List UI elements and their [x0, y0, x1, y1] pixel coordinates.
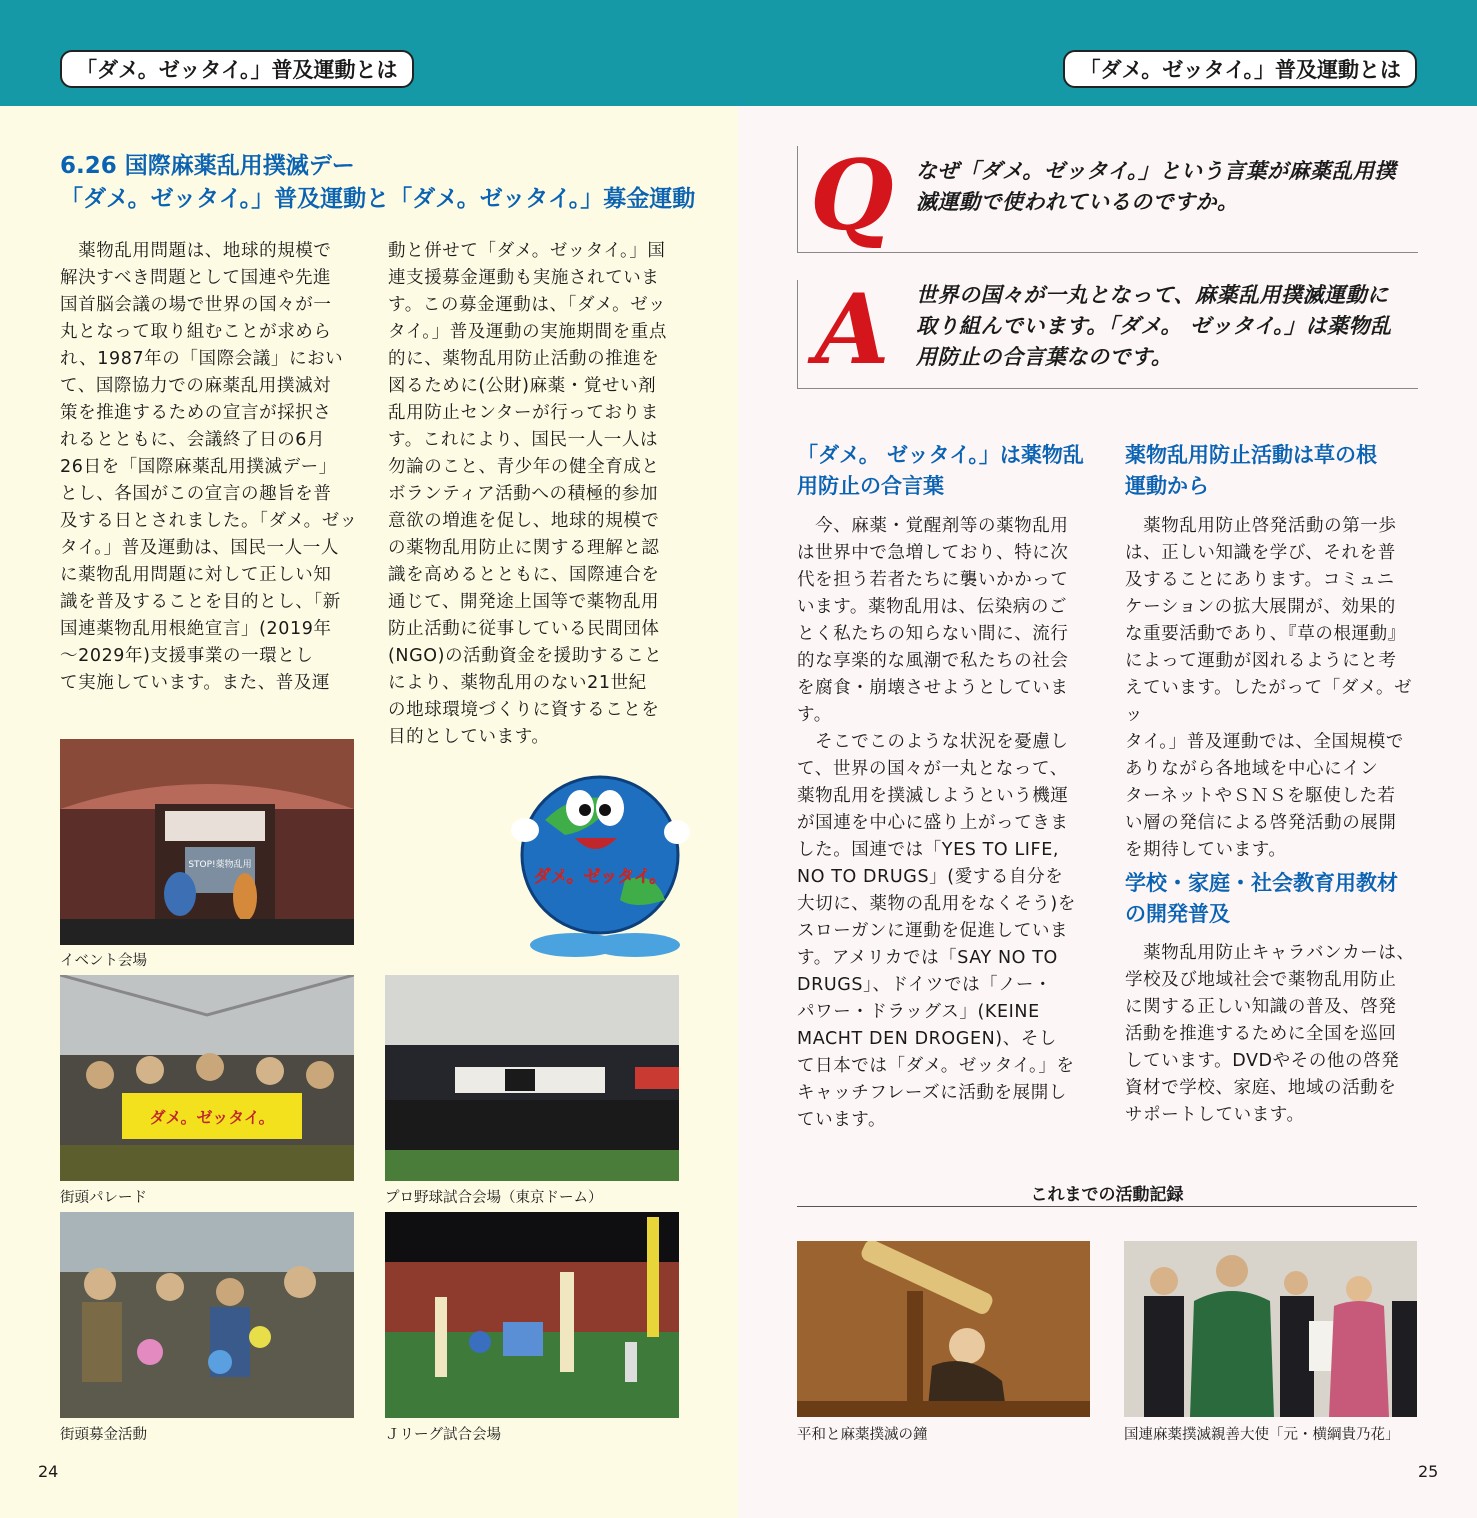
section-title-materials: 学校・家庭・社会教育用教材 の開発普及 [1125, 871, 1398, 926]
baseball-stadium-photo [385, 975, 679, 1181]
section-title-slogan: 「ダメ。 ゼッタイ。」は薬物乱 用防止の合言葉 [797, 443, 1084, 498]
peace-bell-caption: 平和と麻薬撲滅の鐘 [797, 1427, 928, 1443]
question-letter: Q [810, 139, 894, 252]
street-parade-photo [60, 975, 354, 1181]
page-number-left: 24 [38, 1462, 59, 1481]
goodwill-ambassador-photo [1124, 1241, 1417, 1417]
intro-column-1: 薬物乱用問題は、地球的規模で 解決すべき問題として国連や先進 国首脳会議の場で世界の国々が一 丸となって取り組むことが求めら れ、1987年の「国際会議」におい て、国際協力での麻薬乱用撲滅対 策を推進するための宣言が採択さ れるとともに、会議終了日の6月 26日を「国際麻薬乱用撲滅デー」 とし、各国がこの宣言の趣旨を普 及する日とされました。「ダメ。ゼッ タイ。」普及運動は、国民一人一人 に薬物乱用問題に対して正しい知 識を普及することを目的とし、「新 国連薬物乱用根絶宣言」(2019年 〜2029年)支援事業の一環とし て実施しています。また、普及運 [60, 241, 358, 693]
parade-banner-text: ダメ。ゼッタイ。 [149, 1108, 275, 1127]
header-label-left: 「ダメ。ゼッタイ。」普及運動とは [60, 50, 414, 88]
baseball-stadium-caption: プロ野球試合会場（東京ドーム） [385, 1190, 603, 1206]
mascot-illustration [505, 760, 690, 960]
jleague-stadium-photo [385, 1212, 679, 1418]
street-fundraising-photo [60, 1212, 354, 1418]
section-body-grassroots: 薬物乱用防止啓発活動の第一歩 は、正しい知識を学び、それを普 及することにあります。コミュニ ケーションの拡大展開が、効果的 な重要活動であり、『草の根運動』 によって運動が図れるようにと考 えています。したがって「ダメ。ゼッ タイ。」普及運動では、全国規模で ありながら各地域を中心にイン ターネットやＳＮＳを駆使した若 い層の発信による啓発活動の展開 を期待しています。 [1125, 516, 1413, 860]
street-parade-caption: 街頭パレード [60, 1190, 147, 1206]
event-venue-photo [60, 739, 354, 945]
mascot-slogan: ダメ。ゼッタイ。 [533, 867, 667, 887]
records-divider [797, 1206, 1417, 1207]
page-number-right: 25 [1418, 1462, 1439, 1481]
street-fundraising-caption: 街頭募金活動 [60, 1427, 147, 1443]
event-screen-text: STOP!薬物乱用 [188, 860, 252, 870]
goodwill-ambassador-caption: 国連麻薬撲滅親善大使「元・横綱貴乃花」 [1124, 1427, 1400, 1443]
event-venue-caption: イベント会場 [60, 953, 147, 969]
peace-bell-photo [797, 1241, 1090, 1417]
section-title-grassroots: 薬物乱用防止活動は草の根 運動から [1125, 443, 1377, 498]
answer-letter: A [815, 273, 890, 386]
answer-text: 世界の国々が一丸となって、麻薬乱用撲滅運動に 取り組んでいます。「ダメ。 ゼッタイ。」は薬物乱 用防止の合言葉なのです。 [916, 283, 1392, 369]
section-body-materials: 薬物乱用防止キャラバンカーは、 学校及び地域社会で薬物乱用防止 に関する正しい知識の普及、啓発 活動を推進するために全国を巡回 しています。DVDやその他の啓発 資材で学校、家庭、地域の活動を サポートしています。 [1125, 943, 1415, 1125]
header-label-right: 「ダメ。ゼッタイ。」普及運動とは [1063, 50, 1417, 88]
intro-column-2: 動と併せて「ダメ。ゼッタイ。」国 連支援募金運動も実施されていま す。この募金運動は、「ダメ。ゼッ タイ。」普及運動の実施期間を重点 的に、薬物乱用防止活動の推進を 図るために(公財)麻薬・覚せい剤 乱用防止センターが行っておりま す。これにより、国民一人一人は 勿論のこと、青少年の健全育成と ボランティア活動への積極的参加 意欲の増進を促し、地球的規模で の薬物乱用防止に関する理解と認 識を高めるとともに、国際連合を 通じて、開発途上国等で薬物乱用 防止活動に従事している民間団体 (NGO)の活動資金を援助すること により、薬物乱用のない21世紀 の地球環境づくりに資することを 目的としています。 [388, 241, 667, 747]
page-title-line1: 6.26 国際麻薬乱用撲滅デー [60, 153, 355, 179]
page-title-line2: 「ダメ。ゼッタイ。」普及運動と「ダメ。ゼッタイ。」募金運動 [60, 186, 696, 212]
question-text: なぜ「ダメ。ゼッタイ。」という言葉が麻薬乱用撲 滅運動で使われているのですか。 [916, 159, 1397, 214]
section-body-slogan: 今、麻薬・覚醒剤等の薬物乱用 は世界中で急増しており、特に次 代を担う若者たちに襲いかかって います。薬物乱用は、伝染病のご とく私たちの知らない間に、流行 的な享楽的な風潮で私たちの社会 を腐食・崩壊させようとしていま す。 そこでこのような状況を憂慮し て、世界の国々が一丸となって、 薬物乱用を撲滅しようという機運 が国連を中心に盛り上がってきま した。国連では「YES TO LIFE, NO TO DRUGS」(愛する自分を 大切に、薬物の乱用をなくそう)を スローガンに運動を促進していま す。アメリカでは「SAY NO TO DRUGS」、ドイツでは「ノー・ パワー・ドラッグス」(KEINE MACHT DEN DROGEN)、そし て日本では「ダメ。ゼッタイ。」を キャッチフレーズに活動を展開し ています。 [797, 516, 1076, 1130]
jleague-stadium-caption: Ｊリーグ試合会場 [385, 1427, 501, 1443]
activity-records-title: これまでの活動記録 [1030, 1185, 1184, 1205]
